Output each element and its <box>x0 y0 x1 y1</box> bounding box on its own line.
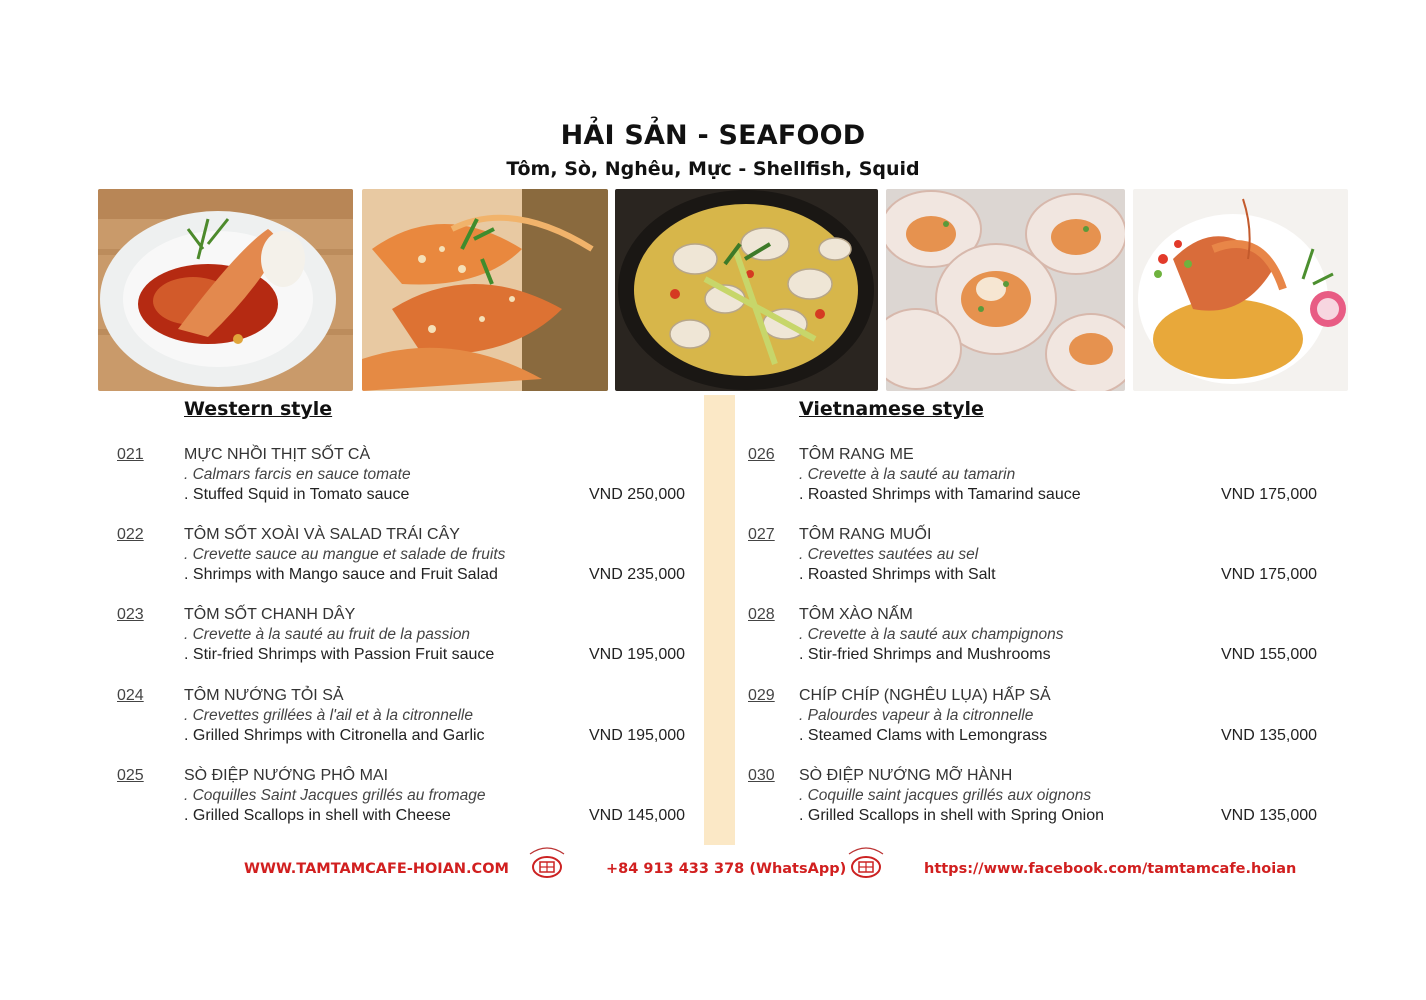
shrimp-mango-photo <box>1133 189 1348 391</box>
item-number: 024 <box>117 687 144 704</box>
item-name-vietnamese: TÔM XÀO NẤM <box>799 606 913 623</box>
menu-item <box>748 606 1330 676</box>
column-divider <box>704 395 735 845</box>
item-name-english: . Stir-fried Shrimps with Passion Fruit sauce <box>184 646 495 663</box>
item-name-french: . Coquilles Saint Jacques grillés au fromage <box>184 787 486 804</box>
item-price: VND 145,000 <box>589 807 686 824</box>
item-name-english: . Stir-fried Shrimps and Mushrooms <box>799 646 1051 663</box>
website-link[interactable]: WWW.TAMTAMCAFE-HOIAN.COM <box>244 861 509 877</box>
item-name-french: . Crevette à la sauté au fruit de la passion <box>184 626 471 643</box>
item-price: VND 155,000 <box>1221 646 1318 663</box>
item-name-vietnamese: TÔM RANG ME <box>799 446 914 463</box>
item-number: 027 <box>748 526 775 543</box>
item-price: VND 135,000 <box>1221 727 1318 744</box>
item-price: VND 195,000 <box>589 727 686 744</box>
facebook-link[interactable]: https://www.facebook.com/tamtamcafe.hoian <box>924 861 1297 877</box>
item-name-vietnamese: TÔM SỐT CHANH DÂY <box>184 606 356 623</box>
page-subtitle: Tôm, Sò, Nghêu, Mực - Shellfish, Squid <box>506 158 920 180</box>
item-price: VND 250,000 <box>589 486 686 503</box>
item-name-vietnamese: TÔM RANG MUỐI <box>799 526 932 543</box>
item-number: 022 <box>117 526 144 543</box>
item-name-vietnamese: TÔM NƯỚNG TỎI SẢ <box>184 687 344 704</box>
stuffed-squid-photo <box>98 189 353 391</box>
whatsapp-phone[interactable]: +84 913 433 378 (WhatsApp) <box>606 861 847 877</box>
menu-item <box>748 446 1330 516</box>
item-number: 029 <box>748 687 775 704</box>
item-name-english: . Grilled Scallops in shell with Spring Onion <box>799 807 1105 824</box>
item-name-vietnamese: TÔM SỐT XOÀI VÀ SALAD TRÁI CÂY <box>184 526 460 543</box>
grilled-scallops-photo <box>886 189 1125 391</box>
vietnamese-style-heading: Vietnamese style <box>799 398 984 420</box>
menu-item <box>117 767 697 837</box>
page-title: HẢI SẢN - SEAFOOD <box>560 120 866 151</box>
western-style-heading: Western style <box>184 398 333 420</box>
menu-item <box>117 606 697 676</box>
item-name-french: . Crevette à la sauté aux champignons <box>799 626 1064 643</box>
item-price: VND 175,000 <box>1221 486 1318 503</box>
item-number: 023 <box>117 606 144 623</box>
fried-shrimps-photo <box>362 189 608 391</box>
item-name-vietnamese: MỰC NHỒI THỊT SỐT CÀ <box>184 446 371 463</box>
item-price: VND 195,000 <box>589 646 686 663</box>
tamtam-cafe-logo <box>524 842 570 882</box>
item-name-english: . Roasted Shrimps with Salt <box>799 566 996 583</box>
menu-item <box>117 446 697 516</box>
item-name-english: . Grilled Scallops in shell with Cheese <box>184 807 451 824</box>
item-name-vietnamese: CHÍP CHÍP (NGHÊU LỤA) HẤP SẢ <box>799 687 1051 704</box>
item-price: VND 175,000 <box>1221 566 1318 583</box>
item-number: 026 <box>748 446 775 463</box>
item-number: 025 <box>117 767 144 784</box>
item-name-english: . Steamed Clams with Lemongrass <box>799 727 1048 744</box>
item-name-vietnamese: SÒ ĐIỆP NƯỚNG PHÔ MAI <box>184 767 389 784</box>
item-name-english: . Shrimps with Mango sauce and Fruit Salad <box>184 566 498 583</box>
item-price: VND 135,000 <box>1221 807 1318 824</box>
item-name-french: . Crevette à la sauté au tamarin <box>799 466 1016 483</box>
item-number: 028 <box>748 606 775 623</box>
item-price: VND 235,000 <box>589 566 686 583</box>
item-name-vietnamese: SÒ ĐIỆP NƯỚNG MỠ HÀNH <box>799 767 1013 784</box>
item-name-english: . Stuffed Squid in Tomato sauce <box>184 486 410 503</box>
item-name-french: . Palourdes vapeur à la citronnelle <box>799 707 1034 724</box>
item-number: 021 <box>117 446 144 463</box>
menu-item <box>748 526 1330 596</box>
menu-item <box>748 767 1330 837</box>
item-name-english: . Roasted Shrimps with Tamarind sauce <box>799 486 1081 503</box>
item-number: 030 <box>748 767 775 784</box>
item-name-french: . Coquille saint jacques grillés aux oignons <box>799 787 1092 804</box>
menu-item <box>117 526 697 596</box>
menu-item <box>748 687 1330 757</box>
item-name-french: . Calmars farcis en sauce tomate <box>184 466 411 483</box>
tamtam-cafe-logo <box>843 842 889 882</box>
item-name-french: . Crevettes sautées au sel <box>799 546 979 563</box>
menu-item <box>117 687 697 757</box>
item-name-english: . Grilled Shrimps with Citronella and Garlic <box>184 727 485 744</box>
clam-hotpot-photo <box>615 189 878 391</box>
item-name-french: . Crevette sauce au mangue et salade de fruits <box>184 546 506 563</box>
item-name-french: . Crevettes grillées à l'ail et à la citronnelle <box>184 707 473 724</box>
